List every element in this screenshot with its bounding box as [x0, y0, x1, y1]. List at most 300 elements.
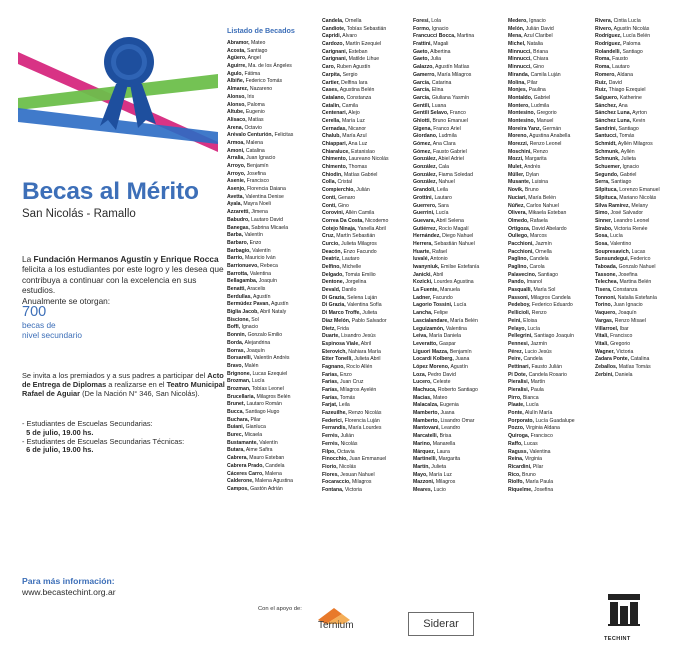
becado-entry — [508, 479, 588, 487]
becado-given-name: Renzo Misael — [614, 317, 646, 324]
becado-surname: Marino, — [413, 440, 432, 447]
becado-entry — [322, 249, 402, 257]
becado-given-name: Lucía Belén — [623, 33, 651, 40]
becado-surname: Farias, — [322, 371, 339, 378]
becado-surname: Rivero, — [595, 25, 613, 32]
becado-given-name: Florencia Luján — [344, 417, 380, 424]
becado-given-name: Fiama Soledad — [438, 171, 474, 178]
becado-given-name: Germán — [542, 125, 562, 132]
becado-surname: Pirro, — [508, 394, 522, 401]
becado-entry — [322, 279, 402, 287]
becado-surname: Rolandelli, — [595, 48, 621, 55]
becado-surname: Bonnin, — [227, 332, 247, 339]
becado-entry — [227, 78, 307, 86]
becado-entry — [227, 340, 307, 348]
becado-entry — [322, 333, 402, 341]
becado-surname: García, — [413, 79, 431, 86]
becado-surname: Colla, — [322, 179, 336, 186]
becado-entry — [595, 87, 680, 95]
becado-given-name: Valentín Andrés — [253, 355, 290, 362]
becado-given-name: Laureano Nicolás — [348, 156, 389, 163]
becado-surname: Montero, — [508, 102, 530, 109]
becado-given-name: Tomás Emilio — [345, 271, 376, 278]
becado-given-name: Santiago Hugo — [245, 409, 280, 415]
becado-entry — [508, 233, 588, 241]
becado-given-name: Julieta — [362, 310, 378, 317]
becado-surname: Cáceres Carro, — [227, 470, 264, 477]
becado-surname: Ricardini, — [508, 463, 532, 470]
becado-surname: Bellagamba, — [227, 278, 258, 285]
becado-surname: Rodríguez, — [595, 41, 622, 48]
becado-entry — [595, 118, 680, 126]
becado-given-name: Mauricio Iván — [245, 255, 276, 262]
becado-surname: González, — [413, 164, 437, 171]
becado-entry — [322, 364, 402, 372]
becado-given-name: Valentina Sofía — [347, 302, 382, 309]
becado-surname: Barrotta, — [227, 270, 249, 277]
becado-surname: Gómez, — [413, 141, 432, 147]
becado-surname: García, — [413, 87, 431, 94]
becado-surname: Federici, — [322, 417, 344, 424]
becado-given-name: Ayllén Milagros — [617, 141, 653, 147]
becado-surname: Foresi, — [413, 18, 430, 24]
becado-given-name: María Luz — [429, 471, 452, 478]
becado-given-name: Julieta Milagros — [341, 240, 377, 247]
becado-given-name: Federico — [630, 256, 651, 263]
becado-given-name: Juan Cruz — [340, 379, 364, 386]
becado-entry — [227, 363, 307, 371]
becado-entry — [322, 418, 402, 426]
becado-surname: Liguori Mazza, — [413, 348, 449, 355]
becado-surname: Arroyo, — [227, 170, 246, 177]
becado-entry — [508, 179, 588, 187]
becado-entry — [413, 464, 493, 472]
becado-given-name: Candela — [523, 356, 543, 363]
becado-entry — [595, 279, 680, 287]
becado-given-name: Agustín — [271, 301, 289, 308]
becado-entry — [508, 333, 588, 341]
becado-given-name: Paloma — [623, 41, 641, 48]
becado-given-name: Mariano Nicolás — [619, 194, 657, 201]
becado-entry — [413, 479, 493, 487]
becado-given-name: Aracelis — [247, 286, 266, 292]
becado-given-name: Lucio Jesús — [524, 348, 552, 355]
becado-surname: Guerrero, — [413, 202, 437, 209]
becado-given-name: Tobías Leonel — [251, 385, 284, 392]
becado-given-name: Roberto Santiago — [437, 387, 478, 393]
becado-surname: Gentili, — [413, 102, 431, 109]
becado-entry — [508, 126, 588, 134]
becado-surname: Roma, — [595, 56, 611, 63]
becado-entry — [322, 87, 402, 95]
becado-entry — [322, 126, 402, 134]
becado-given-name: Paula — [530, 387, 544, 393]
becado-entry — [322, 302, 402, 310]
becado-entry — [508, 218, 588, 226]
becado-entry — [595, 141, 680, 149]
becado-entry — [508, 410, 588, 418]
becado-surname: Flores, — [322, 471, 339, 478]
becado-given-name: Florencia Daiana — [247, 186, 286, 193]
becado-entry — [595, 18, 680, 26]
becado-surname: Agulo, — [227, 70, 243, 77]
becado-entry — [508, 279, 588, 287]
becado-surname: Sánchez Luna, — [595, 117, 631, 124]
becado-entry — [227, 40, 307, 48]
becado-given-name: David — [608, 79, 622, 86]
becado-entry — [508, 464, 588, 472]
becado-given-name: Victoria Renée — [613, 225, 648, 232]
becado-given-name: Ibar — [619, 325, 629, 332]
becado-given-name: Milagros Belén — [256, 393, 291, 400]
schedule-item: - Estudiantes de Escuelas Secundarias: 5 de julio, 19.00 hs. — [22, 419, 153, 437]
becado-given-name: Malena — [265, 470, 282, 477]
becado-given-name: Gabriel — [533, 94, 551, 101]
becado-given-name: Juan Ignacio — [246, 155, 276, 162]
becado-entry — [595, 272, 680, 280]
becado-given-name: Ludmila — [531, 102, 550, 109]
becado-surname: Etter Tonelli, — [322, 356, 353, 363]
becado-surname: Ladner, — [413, 294, 432, 301]
becado-surname: Barbagio, — [227, 247, 251, 254]
becado-surname: Montaldo, — [508, 94, 533, 101]
becado-entry — [322, 379, 402, 387]
becado-entry — [595, 218, 680, 226]
becado-given-name: Michelle — [342, 264, 362, 270]
becado-given-name: Valentina — [445, 325, 467, 332]
becado-given-name: Lautaro Román — [246, 401, 282, 408]
becado-surname: Pacchioni, — [508, 240, 534, 247]
becado-entry — [227, 248, 307, 256]
becado-entry — [227, 401, 307, 409]
becado-entry — [322, 410, 402, 418]
becado-surname: Ouliego, — [508, 233, 529, 240]
becado-entry — [595, 110, 680, 118]
becado-entry — [413, 395, 493, 403]
becado-surname: Azzaretti, — [227, 209, 250, 216]
becado-given-name: Gregorio — [610, 340, 631, 347]
becado-given-name: Ignacio — [241, 324, 259, 331]
becado-entry — [508, 156, 588, 164]
becado-surname: Moreira Yanz, — [508, 125, 542, 132]
becado-surname: Barrio, — [227, 255, 244, 262]
becado-entry — [322, 372, 402, 380]
becado-given-name: Mayra Noeli — [243, 201, 271, 208]
becado-entry — [227, 125, 307, 133]
becado-surname: Agüero, — [227, 55, 247, 62]
becado-entry — [413, 110, 493, 118]
becado-given-name: Franco — [449, 110, 466, 117]
becado-surname: Pozzo, — [508, 425, 525, 432]
becado-surname: Grandoli, — [413, 187, 436, 194]
becado-surname: Schuemer, — [595, 164, 622, 171]
becado-given-name: Andrés — [524, 164, 541, 171]
becado-entry — [227, 132, 307, 140]
becado-given-name: Lucía — [526, 402, 539, 409]
becado-given-name: Candela Rosario — [528, 371, 567, 378]
becado-given-name: María Lourdes — [348, 425, 382, 432]
becado-surname: Díaz Melón, — [322, 317, 351, 324]
becado-surname: Schmunk, — [595, 148, 620, 155]
becado-given-name: Santiago — [537, 271, 559, 278]
becado-given-name: Gino — [338, 202, 349, 209]
becado-entry — [322, 341, 402, 349]
becado-entry — [227, 440, 307, 448]
becado-given-name: Estanislao — [351, 148, 375, 155]
becado-entry — [508, 64, 588, 72]
becado-entry — [413, 103, 493, 111]
becado-given-name: Brisa — [439, 433, 452, 440]
becado-surname: Müller, — [508, 171, 525, 178]
becado-entry — [508, 356, 588, 364]
becado-entry — [413, 172, 493, 180]
becado-given-name: Rafaela — [530, 217, 548, 224]
becado-surname: Minnucci, — [508, 48, 532, 55]
becado-given-name: Milagros Candela — [530, 294, 571, 301]
becado-given-name: Virginia Aldana — [525, 425, 560, 432]
becado-surname: Giordano, — [413, 133, 438, 140]
becado-surname: Kozicki, — [413, 279, 433, 286]
becado-surname: Carpita, — [322, 71, 342, 78]
becado-given-name: Lucía — [527, 325, 541, 332]
becado-surname: Mamberto, — [413, 417, 439, 424]
becado-given-name: Jesuan Nahuel — [340, 471, 375, 478]
becado-entry — [322, 156, 402, 164]
becado-entry — [508, 295, 588, 303]
becado-surname: Porporato, — [508, 417, 534, 424]
becado-given-name: Gabriel — [619, 171, 637, 178]
becado-entry — [227, 201, 307, 209]
becado-entry — [413, 179, 493, 187]
becado-surname: Abramor, — [227, 40, 250, 46]
becado-entry — [227, 186, 307, 194]
becado-given-name: Ignacio — [622, 164, 640, 171]
becado-entry — [227, 102, 307, 110]
becado-surname: Herrera, — [413, 240, 433, 247]
becado-given-name: Carlos Nahuel — [526, 202, 559, 209]
becado-entry — [413, 326, 493, 334]
becado-given-name: Thomas — [348, 164, 368, 171]
becado-surname: Mena, — [508, 33, 523, 40]
becado-entry — [595, 341, 680, 349]
becado-given-name: Sabrina Micaela — [251, 224, 289, 231]
becado-entry — [508, 418, 588, 426]
becado-surname: Cotejo Ninaja, — [322, 225, 357, 232]
becado-entry — [508, 164, 588, 172]
becado-entry — [413, 226, 493, 234]
becado-surname: Arralia, — [227, 155, 245, 162]
becado-surname: Guevara, — [413, 217, 436, 224]
becado-given-name: Lucas — [524, 440, 538, 447]
becado-surname: Di Marco Troffe, — [322, 310, 361, 317]
becado-given-name: Abril Selena — [436, 217, 464, 224]
becado-given-name: María Sol — [533, 287, 556, 294]
becado-entry — [227, 317, 307, 325]
becado-given-name: Lucas — [631, 248, 646, 255]
becado-entry — [322, 433, 402, 441]
becado-given-name: Manuel — [536, 117, 554, 124]
becado-surname: Caro, — [322, 64, 336, 71]
becado-surname: Passoni, — [508, 294, 530, 301]
becado-surname: Gaeto, — [413, 56, 429, 63]
becado-surname: Borda, — [227, 339, 244, 346]
becado-entry — [508, 141, 588, 149]
becado-entry — [413, 33, 493, 41]
becado-given-name: Abril — [360, 340, 372, 347]
becado-given-name: Jimena — [251, 209, 268, 216]
becado-given-name: Mauro Esteban — [249, 455, 285, 462]
becado-surname: Di Grazia, — [322, 302, 346, 309]
becado-given-name: María Paula — [525, 479, 554, 486]
becado-surname: Sánchez Luna, — [595, 110, 631, 117]
becado-entry — [413, 279, 493, 287]
becado-entry — [322, 26, 402, 34]
becado-entry — [322, 72, 402, 80]
becado-surname: Boffi, — [227, 324, 241, 331]
becado-entry — [595, 295, 680, 303]
becado-given-name: Ma. de los Ángeles — [248, 63, 292, 70]
becado-entry — [227, 409, 307, 417]
becado-entry — [413, 487, 493, 495]
becado-entry — [595, 41, 680, 49]
becado-surname: Conti, — [322, 202, 337, 209]
becado-given-name: Abiel Adriel — [438, 156, 464, 163]
becado-entry — [413, 210, 493, 218]
becado-entry — [322, 395, 402, 403]
ternium-text: Ternium — [318, 620, 354, 631]
becado-given-name: Gastón Adrián — [250, 485, 283, 492]
becado-given-name: Leila — [338, 402, 350, 409]
becado-given-name: Aime Safira — [245, 447, 273, 454]
becado-surname: Montesino, — [508, 117, 536, 124]
becado-entry — [322, 49, 402, 57]
becado-surname: Núñez, — [508, 202, 525, 209]
becado-surname: Raffo, — [508, 440, 523, 447]
becado-surname: Alisaco, — [227, 116, 247, 123]
becado-entry — [595, 372, 680, 380]
becado-given-name: Fausto Gabriel — [433, 148, 467, 155]
becado-entry — [322, 164, 402, 172]
becado-given-name: Marcos — [530, 233, 547, 240]
becado-given-name: Albertina — [430, 48, 451, 55]
becado-surname: Deacón, — [322, 248, 342, 255]
becado-entry — [595, 318, 680, 326]
becado-given-name: Benjamín — [449, 348, 472, 355]
becado-entry — [508, 256, 588, 264]
becado-given-name: Francisco — [530, 433, 553, 440]
becado-entry — [413, 187, 493, 195]
becado-surname: Schmunk, — [595, 156, 620, 163]
becado-entry — [508, 456, 588, 464]
becado-entry — [227, 278, 307, 286]
becado-given-name: Martina Belén — [619, 279, 652, 286]
becado-surname: Medero, — [508, 18, 528, 24]
becado-entry — [227, 86, 307, 94]
becado-surname: Palavecino, — [508, 271, 537, 278]
becado-surname: Michel, — [508, 41, 526, 48]
becado-surname: Pellicioli, — [508, 310, 531, 317]
becado-entry — [413, 456, 493, 464]
becado-entry — [595, 333, 680, 341]
becado-entry — [508, 425, 588, 433]
becado-surname: Raguss, — [508, 448, 528, 455]
becado-surname: Pettinari, — [508, 363, 530, 370]
becado-surname: Brozman, — [227, 385, 251, 392]
becado-given-name: Ludmila — [438, 133, 457, 140]
becado-given-name: Malén — [244, 362, 259, 369]
becado-given-name: Gianluca — [245, 424, 266, 431]
becado-entry — [413, 80, 493, 88]
becado-surname: Gigena, — [413, 125, 432, 132]
becado-entry — [322, 41, 402, 49]
becado-surname: Meares, — [413, 486, 433, 493]
becado-surname: Chiodin, — [322, 171, 343, 178]
becado-surname: Leguizamón, — [413, 325, 445, 332]
becado-entry — [322, 425, 402, 433]
becado-entry — [227, 171, 307, 179]
becado-surname: Carignani, — [322, 56, 348, 63]
becado-surname: Pieralisi, — [508, 387, 530, 393]
becado-given-name: Elina — [431, 87, 444, 94]
becado-given-name: Frida — [337, 325, 349, 332]
becado-surname: Silpituca, — [595, 187, 618, 194]
becado-surname: Cases, — [322, 87, 339, 94]
becado-entry — [508, 149, 588, 157]
becado-entry — [508, 133, 588, 141]
becado-given-name: Valentín — [244, 232, 263, 239]
becado-given-name: Katherine — [619, 94, 642, 101]
becado-entry — [413, 56, 493, 64]
becado-surname: Dietz, — [322, 325, 336, 332]
siderar-logo: Siderar — [408, 612, 474, 636]
becado-entry — [508, 49, 588, 57]
becado-entry — [508, 441, 588, 449]
becado-given-name: Ornella — [344, 18, 362, 24]
becado-surname: Pérez, — [508, 348, 524, 355]
becado-entry — [508, 287, 588, 295]
becado-entry — [322, 110, 402, 118]
becado-surname: Berdullas, — [227, 293, 252, 300]
becado-entry — [595, 64, 680, 72]
becado-surname: Curcio, — [322, 240, 340, 247]
becado-given-name: Agustina Anabella — [529, 133, 571, 140]
becado-surname: Mantovani, — [413, 425, 440, 432]
becado-given-name: Valentín — [259, 439, 278, 446]
becado-entry — [227, 463, 307, 471]
becado-entry — [227, 432, 307, 440]
becado-given-name: Lisandro Omar — [440, 417, 475, 424]
becado-entry — [413, 302, 493, 310]
becado-entry — [227, 348, 307, 356]
invitation-text: Se invita a los premiados y a sus padres a participar del Acto de Entrega de Diplomas a realizarse en el Teatro Municipal Rafael de Aguiar (De la Nación N° 346, San Nicolás). — [22, 371, 225, 399]
becado-entry — [227, 109, 307, 117]
becado-given-name: Paulina — [528, 87, 546, 94]
becado-surname: Martín, — [413, 463, 430, 470]
becado-surname: Simo, — [595, 210, 609, 217]
becado-entry — [595, 364, 680, 372]
becado-surname: Duarte, — [322, 333, 340, 340]
becado-surname: Delgado, — [322, 271, 344, 278]
becado-surname: Guerrini, — [413, 210, 435, 217]
becado-given-name: Joaquín — [246, 347, 265, 354]
more-info-url[interactable]: www.becastechint.org.ar — [22, 587, 116, 597]
becado-entry — [508, 249, 588, 257]
becado-entry — [508, 487, 588, 495]
becado-entry — [595, 164, 680, 172]
becado-entry — [227, 148, 307, 156]
becado-given-name: Rocío Allén — [346, 363, 373, 370]
becado-surname: López Moreno, — [413, 363, 450, 370]
